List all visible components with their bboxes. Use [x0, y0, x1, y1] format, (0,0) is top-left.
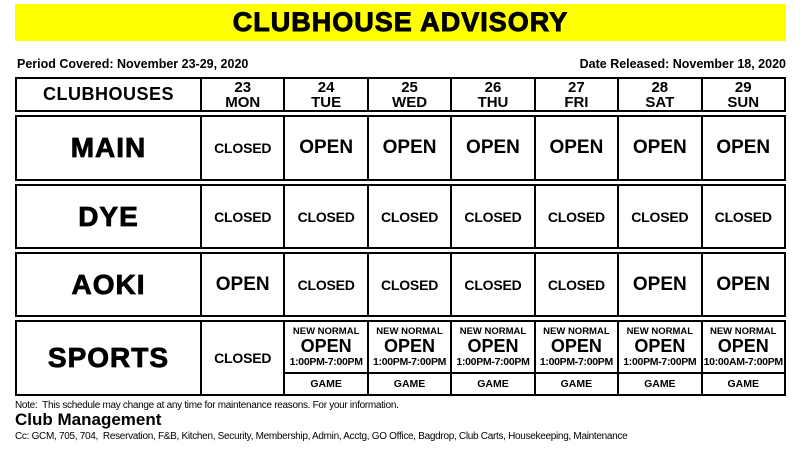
- status-cell: OPEN: [367, 117, 450, 179]
- day-header-wed: 25 WED: [367, 79, 450, 110]
- club-label-aoki: AOKI: [71, 268, 146, 300]
- sports-day-cell-sat: NEW NORMAL OPEN 1:00PM-7:00PM GAME: [617, 322, 700, 394]
- day-header-tue: 24 TUE: [283, 79, 366, 110]
- club-label-main: MAIN: [70, 132, 147, 163]
- status-cell: OPEN: [450, 117, 533, 179]
- day-header-sun: 29 SUN: [701, 79, 784, 110]
- sports-day-cell-sun: NEW NORMAL OPEN 10:00AM-7:00PM GAME: [701, 322, 784, 394]
- status-cell: CLOSED: [617, 186, 700, 247]
- status-cell: OPEN: [283, 117, 366, 179]
- status-cell: CLOSED: [367, 254, 450, 315]
- status-cell: OPEN: [617, 117, 700, 179]
- cc-line: Cc: GCM, 705, 704, Reservation, F&B, Kitchen, Security, Membership, Admin, Acctg, GO Office, Bagdrop, Club Carts, Housekeeping, Maintenance: [15, 431, 628, 442]
- day-header-sat: 28 SAT: [617, 79, 700, 110]
- table-row-aoki: [15, 252, 786, 317]
- status-cell: OPEN: [617, 254, 700, 315]
- day-header-mon: 23 MON: [200, 79, 283, 110]
- status-cell: CLOSED: [200, 322, 283, 394]
- status-cell: CLOSED: [450, 254, 533, 315]
- status-cell: OPEN: [701, 254, 784, 315]
- sports-day-cell-fri: NEW NORMAL OPEN 1:00PM-7:00PM GAME: [534, 322, 617, 394]
- table-header-row: [15, 77, 786, 112]
- day-header-thu: 26 THU: [450, 79, 533, 110]
- status-cell: CLOSED: [283, 186, 366, 247]
- advisory-banner: [15, 4, 786, 41]
- signature: Club Management: [15, 410, 162, 429]
- status-cell: CLOSED: [701, 186, 784, 247]
- status-cell: CLOSED: [200, 117, 283, 179]
- sports-day-cell-wed: NEW NORMAL OPEN 1:00PM-7:00PM GAME: [367, 322, 450, 394]
- schedule-table: [15, 77, 786, 396]
- page-title: CLUBHOUSE ADVISORY: [232, 7, 569, 37]
- table-row-sports: [15, 320, 786, 396]
- day-header-fri: 27 FRI: [534, 79, 617, 110]
- club-label-dye: DYE: [78, 200, 139, 232]
- meta-line: [17, 57, 786, 71]
- status-cell: OPEN: [534, 117, 617, 179]
- status-cell: CLOSED: [450, 186, 533, 247]
- status-cell: OPEN: [701, 117, 784, 179]
- status-cell: CLOSED: [534, 254, 617, 315]
- table-row-main: [15, 115, 786, 181]
- note-line: Note: This schedule may change at any time for maintenance reasons. For your information.: [15, 400, 399, 411]
- status-cell: CLOSED: [200, 186, 283, 247]
- status-cell: CLOSED: [283, 254, 366, 315]
- period-covered-label: Period Covered: November 23-29, 2020: [17, 57, 249, 71]
- sports-day-cell-tue: NEW NORMAL OPEN 1:00PM-7:00PM GAME: [283, 322, 366, 394]
- club-label-sports: SPORTS: [47, 342, 170, 373]
- sports-day-cell-thu: NEW NORMAL OPEN 1:00PM-7:00PM GAME: [450, 322, 533, 394]
- status-cell: CLOSED: [367, 186, 450, 247]
- date-released-label: Date Released: November 18, 2020: [579, 57, 786, 71]
- clubhouses-header-cell: CLUBHOUSES: [42, 84, 174, 104]
- table-row-dye: [15, 184, 786, 249]
- status-cell: CLOSED: [534, 186, 617, 247]
- status-cell: OPEN: [200, 254, 283, 315]
